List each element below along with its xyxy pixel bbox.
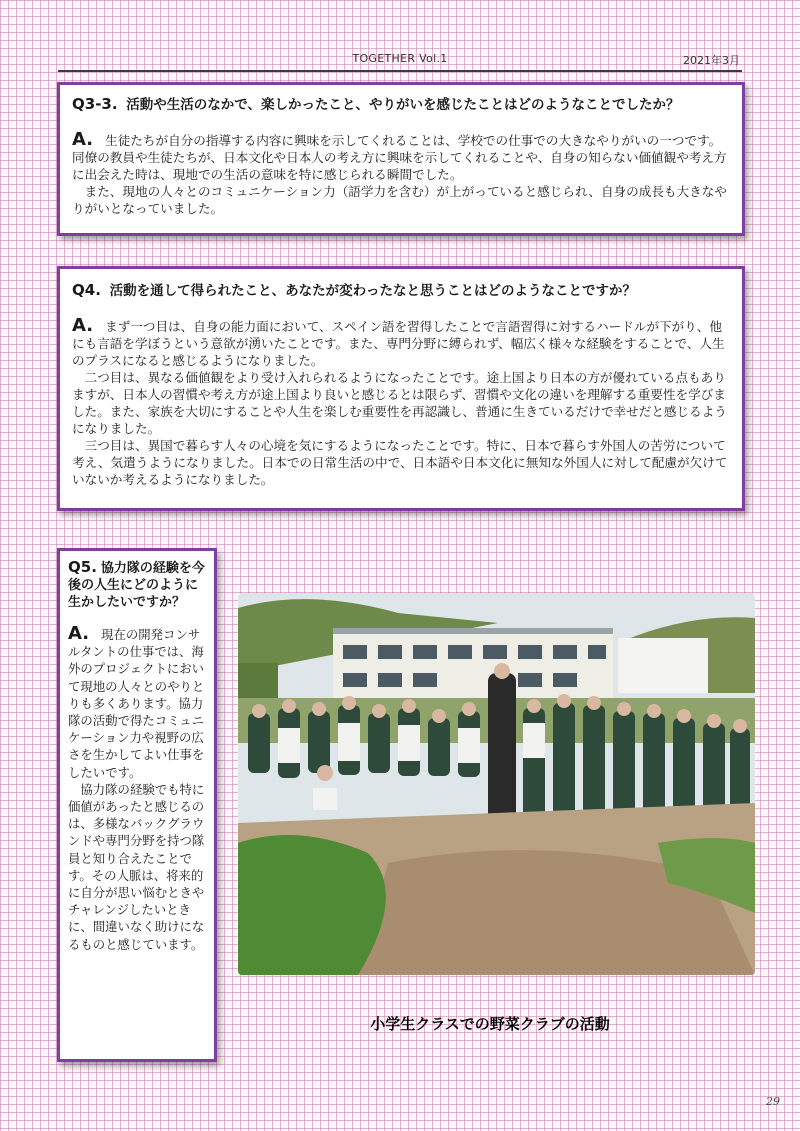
- photo-caption: 小学生クラスでの野菜クラブの活動: [370, 1015, 610, 1033]
- q3-3-answer-p1: A. 生徒たちが自分の指導する内容に興味を示してくれることは、学校での仕事での大きなやりがいの一つです。同僚の教員や生徒たちが、日本文化や日本人の考え方に興味を示してくれることや、自身の知らない価値観や考え方に出会えた時は、現地での生活の意味を特に感じられる瞬間でした。: [72, 129, 727, 182]
- q4-box: [57, 266, 745, 511]
- q4-question-text: 活動を通して得られたこと、あなたが変わったなと思うことはどのようなことですか？: [109, 283, 636, 299]
- q4-answer-p1: A. まず一つ目は、自身の能力面において、スペイン語を習得したことで言語習得に対するハードルが下がり、他にも言語を学ぼうという意欲が湧いたことです。また、専門分野に縛られず、幅広く様々な経験をすることで、人生のプラスになると感じるようになりました。: [72, 315, 725, 368]
- q5-answer-mark: A.: [68, 623, 90, 644]
- newsletter-title: TOGETHER Vol.1: [352, 52, 448, 65]
- q4-answer-p3: 三つ目は、異国で暮らす人々の心境を気にするようになったことです。特に、日本で暮らす外国人の苦労について考え、気遣うようになりました。日本での日常生活の中で、日本語や日本文化に無知な外国人に対して配慮が欠けていないか考えるようになりました。: [72, 438, 728, 487]
- q5-question: [68, 559, 208, 611]
- page-number: 29: [766, 1095, 780, 1108]
- photo-illustration: [238, 593, 755, 975]
- q3-3-question: [72, 93, 732, 113]
- q5-number: Q5.: [68, 558, 97, 576]
- q3-3-answer-p2: また、現地の人々とのコミュニケーション力（語学力を含む）が上がっていると感じられ、自身の成長も大きなやりがいとなっていました。: [72, 184, 727, 216]
- vegetable-club-photo: [238, 593, 755, 975]
- header-rule: [58, 70, 742, 72]
- page-header: [58, 50, 742, 72]
- q5-answer-p2: 協力隊の経験でも特に価値があったと感じるのは、多様なバックグラウンドや専門分野を持つ隊員と知り合えたことです。その人脈は、将来的に自分が思い悩むときやチャレンジしたいときに、間違いなく助けになるものと感じています。: [68, 781, 205, 952]
- issue-date: 2021年3月: [683, 54, 740, 67]
- q5-answer-p1: A. 現在の開発コンサルタントの仕事では、海外のプロジェクトにおいて現地の人々とのやりとりも多くあります。協力隊の活動で得たコミュニケーション力や視野の広さを生かしてよい仕事をしたいです。: [68, 623, 205, 780]
- q3-3-answer-mark: A.: [72, 129, 94, 150]
- q3-3-box: [57, 82, 745, 236]
- q3-3-number: Q3-3.: [72, 95, 118, 113]
- q4-question: [72, 279, 732, 299]
- q4-answer-mark: A.: [72, 315, 94, 336]
- q5-box: [57, 548, 217, 1062]
- q3-3-question-text: 活動や生活のなかで、楽しかったこと、やりがいを感じたことはどのようなことでしたか？: [126, 97, 680, 113]
- q5-question-text: 協力隊の経験を今後の人生にどのように生かしたいですか？: [68, 561, 205, 610]
- q4-answer-p2: 二つ目は、異なる価値観をより受け入れられるようになったことです。途上国より日本の方が優れている点もありますが、日本人の習慣や考え方が途上国より良いと感じるとは限らず、習慣や文化の違いを理解する重要性を学びました。また、家族を大切にすることや人生を楽しむ重要性を再認識し、普通に生きているだけで幸せだと感じるようになりました。: [72, 370, 727, 436]
- q4-number: Q4.: [72, 281, 101, 299]
